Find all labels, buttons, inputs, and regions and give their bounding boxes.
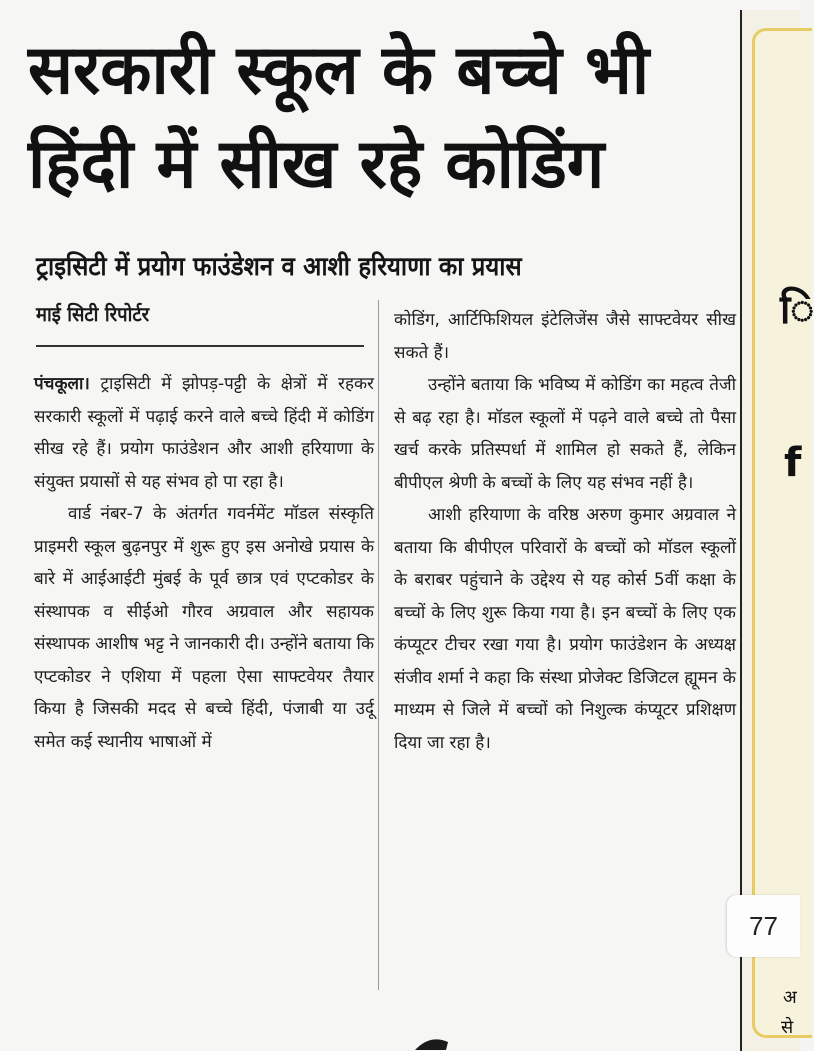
adjacent-glyph-4: से — [781, 1017, 794, 1038]
bottom-cutoff-glyph — [410, 1030, 470, 1050]
adjacent-glyph-1: ि — [780, 287, 814, 333]
headline — [28, 24, 714, 212]
right-column — [394, 304, 736, 759]
right-paragraph-2: उन्होंने बताया कि भविष्य में कोडिंग का महत्व तेजी से बढ़ रहा है। मॉडल स्कूलों में पढ़ने वाले बच्चे तो पैसा खर्च करके प्रतिस्पर्धा में शामिल हो सकते हैं, लेकिन बीपीएल श्रेणी के बच्चों के लिए यह संभव नहीं है। — [394, 375, 736, 493]
column-divider — [378, 300, 379, 990]
adjacent-glyph-3: अ — [783, 987, 797, 1008]
page-number-badge[interactable]: 77 — [727, 895, 800, 957]
adjacent-glyph-2: f — [784, 440, 802, 486]
headline-line-2: हिंदी में सीख रहे कोडिंग — [28, 125, 605, 204]
left-paragraph-2: वार्ड नंबर-7 के अंतर्गत गवर्नमेंट मॉडल संस्कृति प्राइमरी स्कूल बुढ़नपुर में शुरू हुए इस अनोखे प्रयास के बारे में आईआईटी मुंबई के पूर्व छात्र एवं एप्टकोडर के संस्थापक व सीईओ गौरव अग्रवाल और सहायक संस्थापक आशीष भट्ट ने जानकारी दी। उन्होंने बताया कि एप्टकोडर ने एशिया में पहला ऐसा साफ्टवेयर तैयार किया है जिसकी मदद से बच्चे हिंदी, पंजाबी या उर्दू समेत कई स्थानीय भाषाओं में — [34, 504, 374, 752]
headline-line-1: सरकारी स्कूल के बच्चे भी — [28, 31, 650, 110]
left-column — [34, 368, 374, 758]
right-paragraph-3: आशी हरियाणा के वरिष्ठ अरुण कुमार अग्रवाल ने बताया कि बीपीएल परिवारों के बच्चों को मॉडल स्कूलों के बराबर पहुंचाने के उद्देश्य से यह कोर्स 5वीं कक्षा के बच्चों के लिए शुरू किया गया है। इन बच्चों के लिए एक कंप्यूटर टीचर रखा गया है। प्रयोग फाउंडेशन के अध्यक्ष संजीव शर्मा ने कहा कि संस्था प्रोजेक्ट डिजिटल ह्यूमन के माध्यम से जिले में बच्चों को निशुल्क कंप्यूटर प्रशिक्षण दिया जा रहा है। — [394, 505, 736, 753]
byline-rule — [36, 345, 364, 347]
byline: माई सिटी रिपोर्टर — [36, 302, 150, 326]
subheadline: ट्राइसिटी में प्रयोग फाउंडेशन व आशी हरियाणा का प्रयास — [36, 252, 522, 282]
left-paragraph-1-text: ट्राइसिटी में झोपड़-पट्टी के क्षेत्रों में रहकर सरकारी स्कूलों में पढ़ाई करने वाले बच्चे हिंदी में कोडिंग सीख रहे हैं। प्रयोग फाउंडेशन और आशी हरियाणा के संयुक्त प्रयासों से यह संभव हो पा रहा है। — [34, 374, 374, 492]
right-paragraph-1: कोडिंग, आर्टिफिशियल इंटेलिजेंस जैसे साफ्टवेयर सीख सकते हैं। — [394, 310, 736, 363]
left-paragraph-1 — [34, 368, 374, 498]
adjacent-article-box — [752, 28, 812, 1038]
dateline: पंचकूला। — [34, 374, 90, 394]
